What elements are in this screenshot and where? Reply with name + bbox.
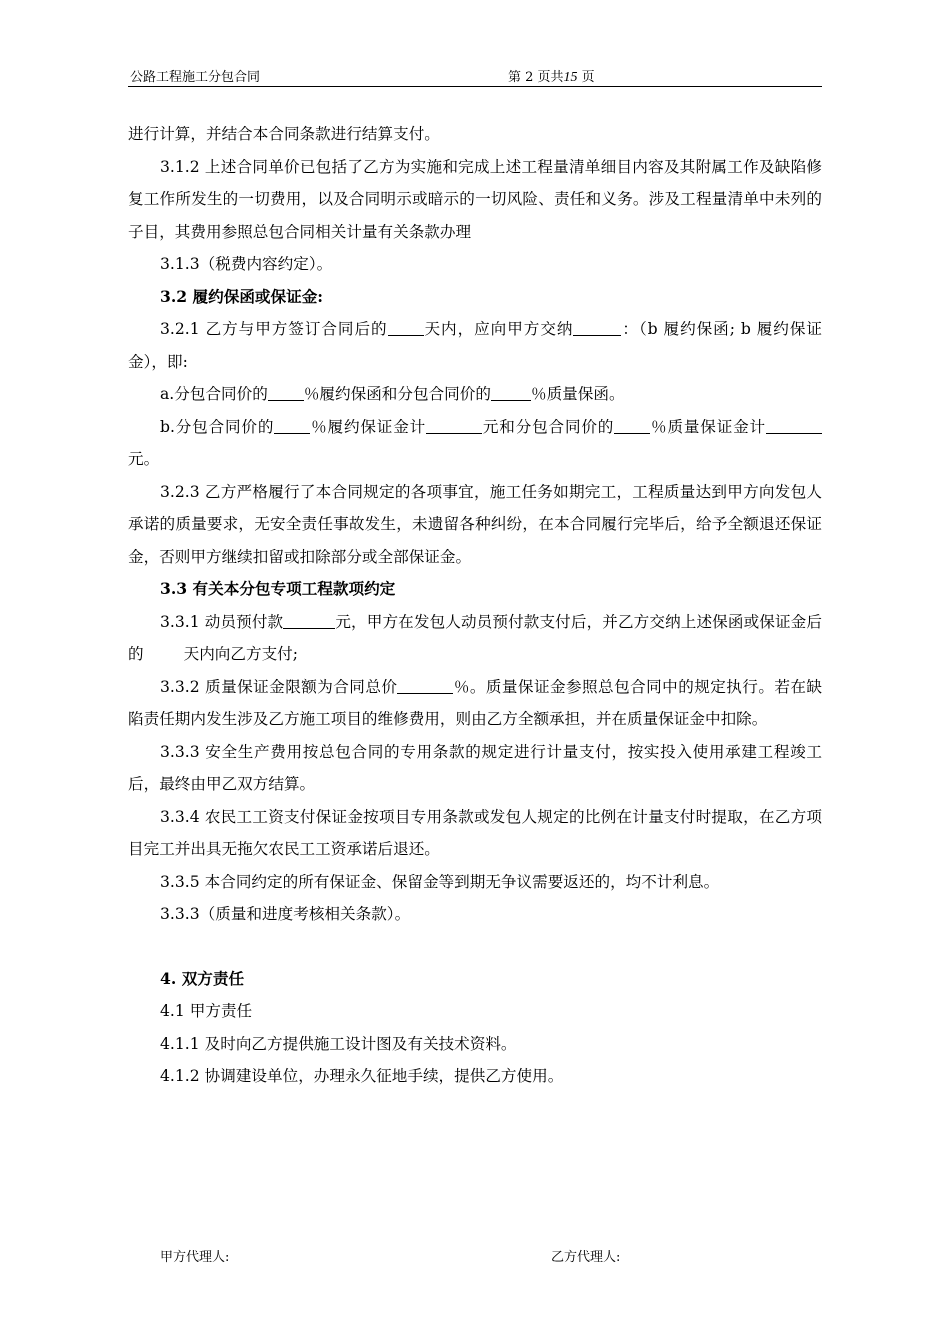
clause-3-2-3: 3.2.3 乙方严格履行了本合同规定的各项事宜，施工任务如期完工，工程质量达到甲方向发包人承诺的质量要求，无安全责任事故发生，未遗留各种纠纷，在本合同履行完毕后，给予全额退还保证金，否则甲方继续扣留或扣除部分或全部保证金。 [128,482,822,566]
document-title: 公路工程施工分包合同 [130,70,261,85]
party-a-agent-label: 甲方代理人: [160,1250,230,1265]
party-b-agent-label: 乙方代理人: [551,1250,621,1265]
clause-3-1-3: 3.1.3（税费内容约定）。 [160,255,333,273]
blank-field [283,610,335,629]
clause-3-3-3: 3.3.3 安全生产费用按总包合同的专用条款的规定进行计量支付，按实投入使用承建工程竣工后，最终由甲乙双方结算。 [128,742,822,793]
blank-field [274,415,310,434]
clause-3-3-1: 3.3.1 动员预付款 元，甲方在发包人动员预付款支付后，并乙方交纳上述保函或保证金后的 天内向乙方支付; [128,606,822,671]
blank-field [573,317,621,336]
document-body [128,118,822,1093]
page-number: 第 2 页共15 页 [508,70,595,85]
heading-3-3: 3.3 有关本分包专项工程款项约定 [160,579,396,598]
clause-3-2-1-a: a.分包合同价的 ％履约保函和分包合同价的 ％质量保函。 [128,378,822,411]
blank-field [268,382,304,401]
heading-3-2: 3.2 履约保函或保证金: [160,286,324,306]
clause-3-3-2: 3.3.2 质量保证金限额为合同总价 ％。质量保证金参照总包合同中的规定执行。若在缺陷责任期内发生涉及乙方施工项目的维修费用，则由乙方全额承担，并在质量保证金中扣除。 [128,671,822,736]
paragraph: 进行计算，并结合本合同条款进行结算支付。 [128,125,440,143]
clause-3-2-1-b: b.分包合同价的 ％履约保证金计 元和分包合同价的 ％质量保证金计元。 [128,411,822,476]
clause-3-3-5: 3.3.5 本合同约定的所有保证金、保留金等到期无争议需要返还的，均不计利息。 [160,872,720,891]
clause-4-1: 4.1 甲方责任 [160,1002,253,1020]
heading-4: 4. 双方责任 [160,968,245,988]
blank-field [426,415,482,434]
clause-4-1-2: 4.1.2 协调建设单位，办理永久征地手续，提供乙方使用。 [160,1067,564,1085]
blank-field [614,415,650,434]
blank-field [766,415,822,434]
blank-field [397,675,453,694]
clause-4-1-1: 4.1.1 及时向乙方提供施工设计图及有关技术资料。 [160,1034,517,1053]
clause-3-3-6: 3.3.3（质量和进度考核相关条款）。 [160,905,411,923]
clause-3-3-4: 3.3.4 农民工工资支付保证金按项目专用条款或发包人规定的比例在计量支付时提取，在乙方项目完工并出具无拖欠农民工工资承诺后退还。 [128,807,822,858]
blank-field [388,317,424,336]
page-header [128,64,822,87]
clause-3-1-2: 3.1.2 上述合同单价已包括了乙方为实施和完成上述工程量清单细目内容及其附属工作及缺陷修复工作所发生的一切费用，以及合同明示或暗示的一切风险、责任和义务。涉及工程量清单中未列的子目，其费用参照总包合同相关计量有关条款办理 [128,157,822,241]
clause-3-2-1: 3.2.1 乙方与甲方签订合同后的 天内，应向甲方交纳 ：（b 履约保函; b 履约保证金），即: [128,313,822,378]
blank-field [491,382,531,401]
